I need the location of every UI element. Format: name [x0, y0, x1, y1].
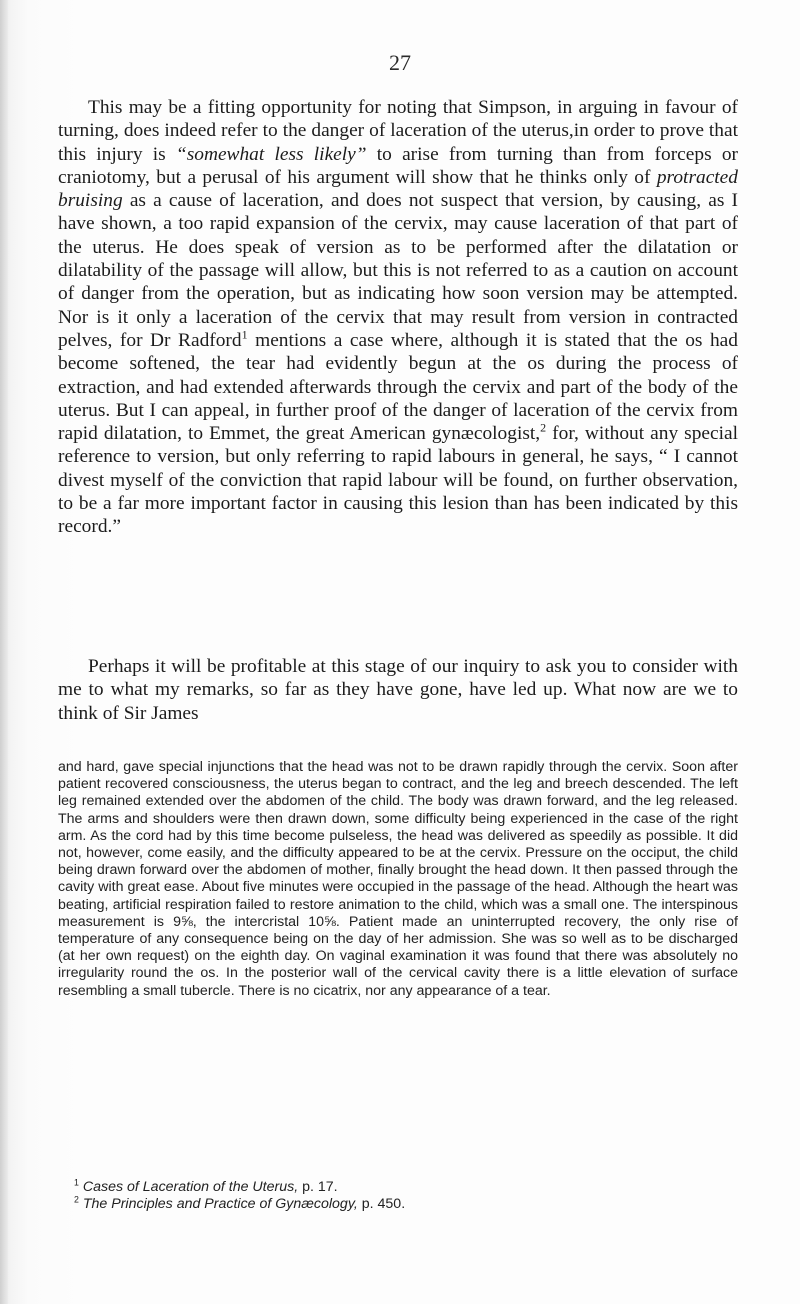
paragraph-1-text-d: mentions a case where, although it is stated that the os had become softened, the tear had evidently begun at the os during the process of extraction, and had extended afterwards through the cervix and part of the body of the uterus. But I can appeal, in further proof of the danger of laceration of the cervix from rapid dilatation, to Emmet, the great American gynæcologist,: [58, 329, 738, 445]
paragraph-1-text-e: for, without any special reference to version, but only referring to rapid labours in general, he says, “ I cannot divest myself of the conviction that rapid labour will be found, on further observation, to be a far more important factor in causing this lesion than has been indicated by this record.”: [58, 423, 739, 538]
body-paragraph-1: [58, 96, 738, 539]
emphasis-protracted-bruising: protracted bruising: [58, 166, 738, 212]
case-note-continuation: and hard, gave special injunctions that the head was not to be drawn rapidly through the cervix. Soon after patient recovered consciousness, the uterus began to contract, and the leg and breech descended. The left leg remained extended over the abdomen of the child. The body was drawn forward, and the leg released. The arms and shoulders were then drawn down, some difficulty being experienced in the case of the right arm. As the cord had by this time become pulseless, the head was delivered as speedily as possible. It did not, however, come easily, and the difficulty appeared to be at the cervix. Pressure on the occiput, the child being drawn forward over the abdomen of mother, finally brought the head down. It then passed through the cavity with great ease. About five minutes were occupied in the passage of the head. Although the heart was beating, artificial respiration failed to restore animation to the child, which was a small one. The interspinous measurement is 9⅝, the intercristal 10⅝. Patient made an uninterrupted recovery, the only rise of temperature of any consequence being on the day of her admission. She was so well as to be discharged (at her own request) on the eighth day. On vaginal examination it was found that there was absolutely no irregularity round the os. In the posterior wall of the cervical cavity there is a little elevation of surface resembling a small tubercle. There is no cicatrix, nor any appearance of a tear.: [58, 759, 738, 999]
footnote-ref-2: 2: [540, 420, 547, 435]
footnotes-list: [58, 1179, 738, 1213]
footnote-2-page: p. 450.: [357, 1196, 406, 1213]
footnote-1: [58, 1179, 738, 1196]
footnote-marker-1: 1: [74, 1177, 79, 1188]
footnote-ref-1: 1: [241, 327, 248, 342]
paragraph-1-text-a: This may be a fitting opportunity for noting that Simpson, in arguing in favour of turning, does indeed refer to the danger of laceration of the uterus,in order to prove that this injury is: [58, 97, 738, 165]
page-number: 27: [389, 50, 411, 75]
footnote-2-title: The Principles and Practice of Gynæcology,: [82, 1196, 358, 1213]
paragraph-1-text-b: to arise from turning than from forceps or craniotomy, but a perusal of his argument will show that he thinks only of: [58, 143, 738, 188]
paragraph-1-text-c: as a cause of laceration, and does not suspect that version, by causing, as I have shown, a too rapid expansion of the cervix, may cause laceration of that part of the uterus. He does speak of version as to be performed after the dilatation or dilatability of the passage will allow, but this is not referred to as a caution on account of danger from the operation, but as indicating how soon version may be attempted. Nor is it only a laceration of the cervix that may result from version in contracted pelves, for Dr Radford: [58, 190, 738, 351]
footnote-2: [58, 1196, 738, 1213]
quoted-emphasis-somewhat-less-likely: “somewhat less likely”: [175, 143, 367, 165]
footnote-marker-2: 2: [74, 1194, 79, 1205]
page-binding-edge: [0, 0, 8, 1304]
footnote-1-title: Cases of Laceration of the Uterus,: [82, 1179, 299, 1195]
footnote-1-page: p. 17.: [298, 1179, 338, 1195]
body-paragraph-2: Perhaps it will be profitable at this stage of our inquiry to ask you to consider with me to what my remarks, so far as they have gone, have led up. What now are we to think of Sir James: [58, 656, 738, 724]
